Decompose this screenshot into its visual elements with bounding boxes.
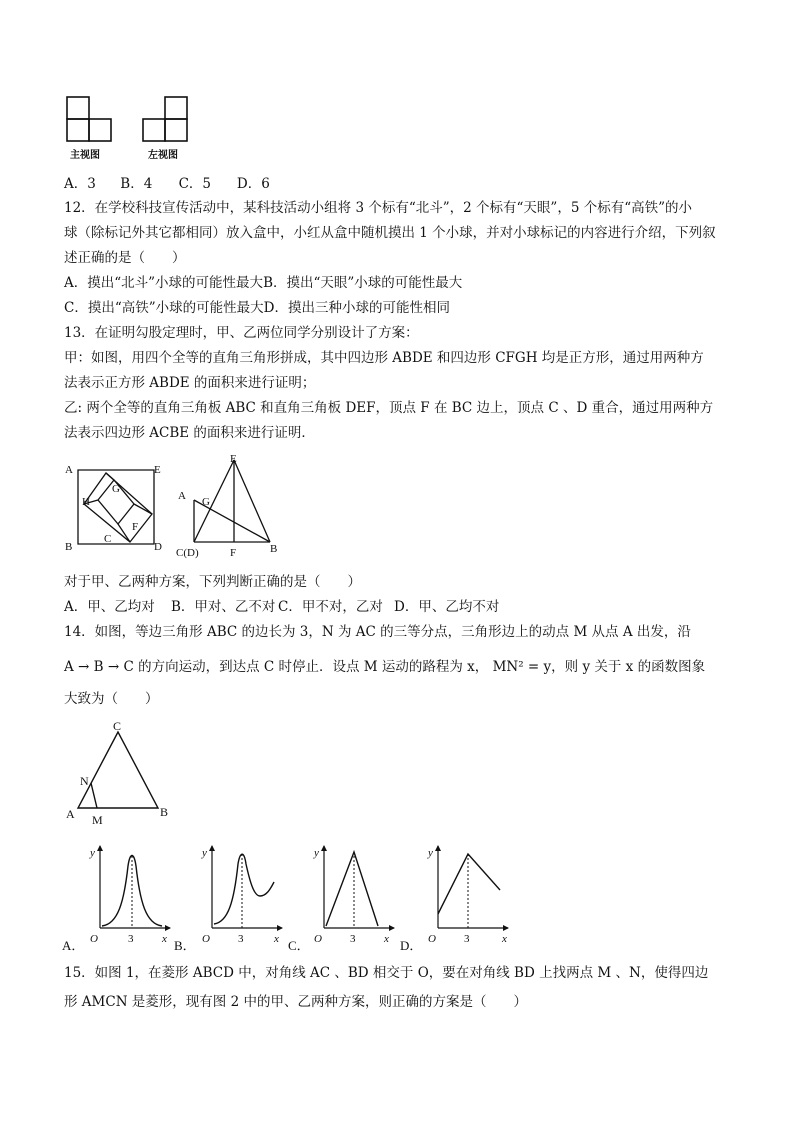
q15-line-1: 15．如图 1，在菱形 ABCD 中，对角线 AC 、BD 相交于 O，要在对角线 BD 上找两点 M 、N，使得四边 — [64, 965, 709, 981]
graph-a-y-label: y — [90, 847, 95, 859]
q13-line-4: 乙: 两个全等的直角三角板 ABC 和直角三角板 DEF，顶点 F 在 BC 边上，顶点 C 、D 重合，通过用两种方 — [64, 400, 714, 416]
q13-fig2-label-f: F — [230, 547, 237, 559]
q13-line-1: 13．在证明勾股定理时，甲、乙两位同学分别设计了方案： — [64, 325, 419, 341]
graph-b-letter: B． — [174, 938, 196, 953]
graph-d-tick-3: 3 — [464, 933, 470, 945]
q11-options — [64, 174, 270, 194]
graph-a[interactable] — [62, 846, 170, 953]
q11-option-a[interactable]: A．3 — [64, 176, 96, 192]
q14-triangle-figure — [62, 716, 182, 832]
q13-fig2-label-e: E — [230, 453, 237, 465]
graph-a-origin: O — [90, 933, 98, 945]
q11-option-c[interactable]: C．5 — [178, 176, 212, 192]
q13-fig1-label-f: F — [132, 521, 139, 533]
q13-option-a[interactable]: A．甲、乙均对 — [64, 599, 155, 615]
q12-option-d[interactable]: D．摸出三种小球的可能性相同 — [263, 300, 450, 316]
q12-line-1: 12．在学校科技宣传活动中，某科技活动小组将 3 个标有“北斗”，2 个标有“天眼”，5 个标有“高铁”的小 — [64, 200, 693, 216]
q14-option-graphs — [62, 842, 532, 954]
graph-a-tick-3: 3 — [128, 933, 134, 945]
q13-fig2-label-b: B — [270, 543, 278, 555]
q13-fig1-label-a: A — [65, 464, 73, 476]
graph-b[interactable] — [174, 846, 282, 953]
left-view-drawing — [143, 97, 187, 141]
graph-c-origin: O — [314, 933, 322, 945]
graph-d[interactable] — [400, 846, 508, 953]
q12-options-row-1 — [64, 273, 462, 293]
q13-fig1-label-h: H — [82, 496, 90, 508]
graph-b-tick-3: 3 — [238, 933, 244, 945]
q13-option-d[interactable]: D．甲、乙均不对 — [394, 599, 500, 615]
q12-option-a[interactable]: A．摸出“北斗”小球的可能性最大 — [64, 275, 264, 291]
q11-option-d[interactable]: D．6 — [236, 176, 270, 192]
graph-b-origin: O — [202, 933, 210, 945]
q13-fig1-label-d: D — [154, 541, 162, 553]
q11-option-b[interactable]: B．4 — [120, 176, 153, 192]
graph-c-tick-3: 3 — [350, 933, 356, 945]
front-view-label: 主视图 — [70, 150, 100, 161]
q13-line-3: 法表示正方形 ABDE 的面积来进行证明； — [64, 375, 316, 391]
graph-d-y-label: y — [428, 847, 433, 859]
q13-figure-yi — [172, 452, 284, 560]
graph-c-x-label: x — [384, 933, 389, 945]
q13-question: 对于甲、乙两种方案，下列判断正确的是（ ） — [64, 574, 361, 590]
q13-fig1-label-c: C — [104, 533, 112, 545]
graph-a-x-label: x — [162, 933, 167, 945]
graph-d-line — [438, 854, 500, 914]
q12-line-2: 球（除标记外其它都相同）放入盒中，小红从盒中随机摸出 1 个小球，并对小球标记的内容进行介绍，下列叙 — [64, 225, 716, 241]
graph-a-curve — [102, 856, 162, 927]
graph-c[interactable] — [288, 846, 394, 953]
graph-d-origin: O — [428, 933, 436, 945]
graph-d-letter: D． — [400, 938, 423, 953]
q12-option-c[interactable]: C．摸出“高铁”小球的可能性最大 — [64, 300, 264, 316]
q13-option-b[interactable]: B．甲对、乙不对 — [171, 599, 276, 615]
q13-fig1-label-e: E — [154, 464, 161, 476]
q13-fig2-label-a: A — [178, 490, 186, 502]
q14-label-b: B — [160, 805, 169, 819]
q12-options-row-2 — [64, 298, 450, 318]
q13-option-c[interactable]: C．甲不对，乙对 — [278, 599, 383, 615]
three-view-figure — [62, 92, 202, 164]
q14-line-2: A → B → C 的方向运动，到达点 C 时停止．设点 M 运动的路程为 x， MN² = y，则 y 关于 x 的函数图象 — [64, 659, 706, 675]
q13-fig1-label-b: B — [65, 541, 73, 553]
graph-a-letter: A． — [62, 938, 85, 953]
q13-fig1-label-g: G — [112, 483, 120, 495]
q13-fig2-label-g: G — [202, 496, 210, 508]
q14-line-3: 大致为（ ） — [64, 691, 159, 707]
q14-label-m: M — [92, 813, 103, 827]
q14-label-n: N — [80, 774, 89, 788]
graph-c-letter: C． — [288, 938, 310, 953]
q12-option-b[interactable]: B．摸出“天眼”小球的可能性最大 — [263, 275, 463, 291]
segment-mn — [91, 783, 97, 808]
q12-line-3: 述正确的是（ ） — [64, 250, 186, 266]
q13-line-2: 甲：如图，用四个全等的直角三角形拼成，其中四边形 ABDE 和四边形 CFGH 均是正方形，通过用两种方 — [64, 350, 704, 366]
graph-b-x-label: x — [274, 933, 279, 945]
q14-line-1: 14．如图，等边三角形 ABC 的边长为 3，N 为 AC 的三等分点，三角形边上的动点 M 从点 A 出发，沿 — [64, 624, 691, 640]
equilateral-triangle-abc — [78, 732, 158, 808]
q13-fig2-label-cd: C(D) — [176, 547, 199, 559]
graph-b-y-label: y — [202, 847, 207, 859]
graph-d-x-label: x — [502, 933, 507, 945]
q13-line-5: 法表示四边形 ACBE 的面积来进行证明． — [64, 425, 315, 441]
q13-options — [64, 597, 499, 617]
graph-c-y-label: y — [314, 847, 319, 859]
graph-c-line — [326, 852, 378, 926]
q15-line-2: 形 AMCN 是菱形，现有图 2 中的甲、乙两种方案，则正确的方案是（ ） — [64, 994, 527, 1010]
q13-figure-jia — [62, 460, 172, 556]
q14-label-a: A — [66, 807, 75, 821]
q14-label-c: C — [113, 719, 122, 733]
graph-b-curve — [214, 854, 274, 924]
left-view-label: 左视图 — [148, 150, 178, 161]
front-view-drawing — [67, 97, 111, 141]
